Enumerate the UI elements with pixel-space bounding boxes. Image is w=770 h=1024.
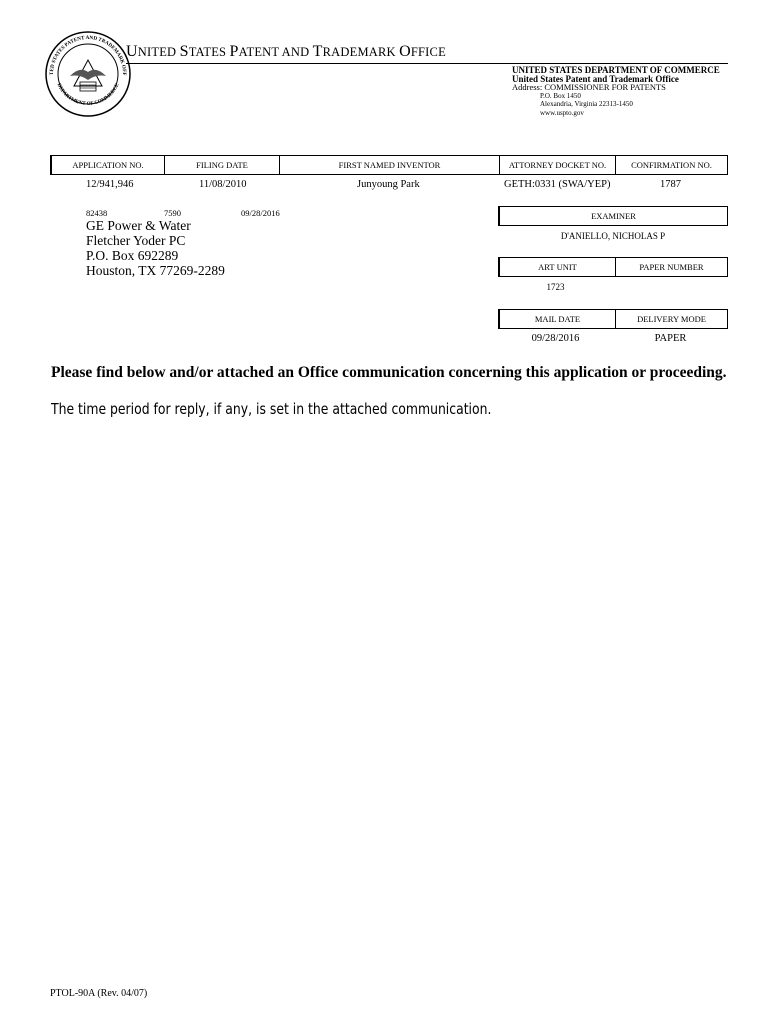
- address-line: Alexandria, Virginia 22313-1450: [540, 100, 633, 108]
- attorney-docket-value: GETH:0331 (SWA/YEP): [504, 179, 611, 190]
- correspondence-date: 09/28/2016: [241, 208, 280, 218]
- header-attorney-docket-no: ATTORNEY DOCKET NO.: [500, 156, 616, 174]
- office-title-part: S: [179, 43, 189, 60]
- address-label: Address: COMMISSIONER FOR PATENTS: [512, 82, 666, 92]
- confirmation-no-value: 1787: [660, 179, 681, 190]
- art-unit-header: [498, 257, 728, 277]
- department-name: UNITED STATES DEPARTMENT OF COMMERCE: [512, 65, 720, 75]
- examiner-label: EXAMINER: [498, 206, 728, 226]
- office-title-part: RADEMARK: [322, 45, 400, 59]
- uspto-seal-icon: [44, 30, 132, 118]
- inventor-value: Junyoung Park: [357, 179, 420, 190]
- examiner-name: D'ANIELLO, NICHOLAS P: [560, 231, 666, 241]
- delivery-mode-value: PAPER: [654, 333, 687, 344]
- office-title-part: P: [229, 43, 239, 60]
- header-confirmation-no: CONFIRMATION NO.: [631, 160, 712, 170]
- paper-number-label: PAPER NUMBER: [639, 262, 704, 272]
- delivery-mode-label: DELIVERY MODE: [637, 314, 706, 324]
- office-title-part: O: [399, 43, 411, 60]
- application-no-value: 12/941,946: [86, 179, 134, 190]
- filing-date-value: 11/08/2010: [199, 179, 247, 190]
- application-table-header: [50, 155, 728, 175]
- mail-date-label: MAIL DATE: [500, 310, 616, 328]
- office-communication-notice: Please find below and/or attached an Office communication concerning this application or proceeding.: [51, 364, 727, 381]
- title-divider: [126, 63, 728, 64]
- header-first-named-inventor: FIRST NAMED INVENTOR: [280, 156, 500, 174]
- office-title-part: ATENT AND: [238, 45, 313, 59]
- mail-date-value: 09/28/2016: [531, 333, 580, 344]
- art-unit-label: ART UNIT: [500, 258, 616, 276]
- seal-text-top: TED STATES PATENT AND TRADEMARK OFF: [48, 34, 128, 76]
- office-title: [126, 43, 446, 61]
- reply-period-text: The time period for reply, if any, is set in the attached communication.: [51, 400, 492, 418]
- office-title-part: T: [312, 43, 323, 60]
- svg-text:UNITED STATES PATENT AND TRADE: [44, 30, 127, 76]
- address-line: P.O. Box 1450: [540, 91, 581, 100]
- department-address-block: [512, 66, 720, 117]
- header-filing-date: FILING DATE: [165, 156, 280, 174]
- address-line: P.O. Box 692289: [86, 248, 179, 263]
- mail-date-header: [498, 309, 728, 329]
- office-title-part: NITED: [137, 45, 180, 59]
- sub-office-name: United States Patent and Trademark Office: [512, 73, 679, 84]
- address-line: Fletcher Yoder PC: [86, 233, 186, 248]
- form-identifier: PTOL-90A (Rev. 04/07): [50, 988, 148, 999]
- correspondence-address: [86, 218, 225, 278]
- office-title-part: U: [126, 43, 138, 60]
- header-application-no: APPLICATION NO.: [52, 156, 165, 174]
- correspondence-code: 7590: [164, 208, 181, 218]
- office-title-part: TATES: [188, 45, 230, 59]
- address-line: www.uspto.gov: [540, 108, 584, 117]
- address-line: GE Power & Water: [86, 218, 191, 233]
- seal-text-bottom: DEPARTMENT OF COMMERCE: [55, 82, 121, 107]
- customer-number: 82438: [86, 208, 108, 218]
- art-unit-value: 1723: [546, 282, 565, 292]
- office-title-part: FFICE: [410, 45, 446, 59]
- address-line: Houston, TX 77269-2289: [86, 263, 225, 278]
